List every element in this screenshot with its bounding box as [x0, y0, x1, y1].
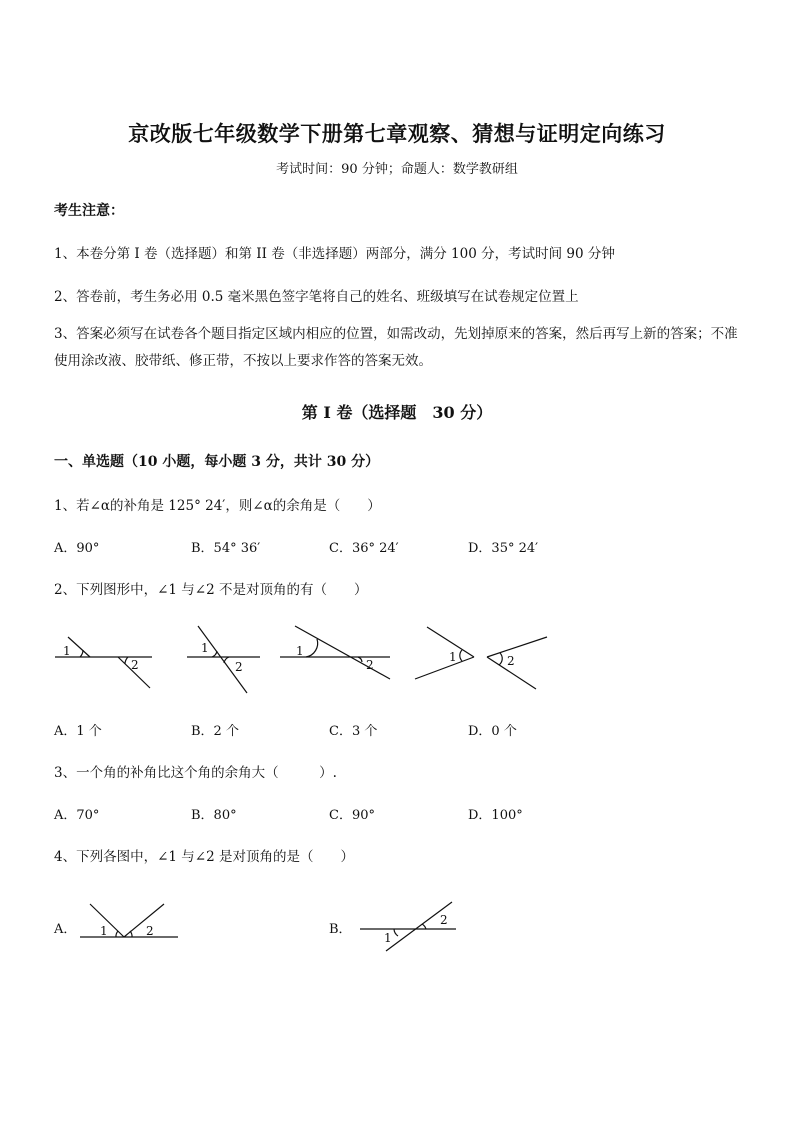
q2-fig3-label-1: 1	[296, 644, 304, 658]
q2-fig4-label-1: 1	[449, 650, 457, 664]
notice-item-1: 1、本卷分第 I 卷（选择题）和第 II 卷（非选择题）两部分，满分 100 分，考试时间 90 分钟	[54, 246, 615, 262]
part-title: 第 I 卷（选择题 30 分）	[301, 403, 493, 422]
q2-fig1-label-1: 1	[63, 644, 71, 658]
q2-fig2-angle2-arc	[224, 657, 229, 663]
q4-option-b[interactable]: B．	[329, 922, 352, 937]
q4a-angle1-arc	[116, 931, 118, 937]
q2-fig1-angle2-arc	[125, 657, 128, 664]
q4b-angle1-arc	[394, 929, 398, 936]
notice-item-3: 3、答案必须写在试卷各个题目指定区域内相应的位置，如需改动，先划掉原来的答案，然后再写上新的答案；不准使用涂改液、胶带纸、修正带，不按以上要求作答的答案无效。	[54, 326, 738, 369]
q2-fig3-label-2: 2	[366, 658, 374, 672]
q4a-angle2-arc	[130, 931, 132, 937]
q2-angle-figures	[40, 615, 560, 700]
q2-option-a[interactable]: A．1 个	[54, 724, 102, 739]
q4a-label-1: 1	[100, 924, 108, 938]
q4-figure-b	[356, 896, 466, 956]
q2-fig4-lower-ray	[415, 657, 474, 679]
q1-option-c[interactable]: C．36° 24′	[329, 541, 399, 556]
q3-option-b[interactable]: B．80°	[191, 808, 237, 823]
q1-option-d[interactable]: D．35° 24′	[468, 541, 539, 556]
q4b-label-1: 1	[384, 931, 392, 945]
q2-figure-3	[280, 626, 390, 679]
q2-fig4-label-2: 2	[507, 654, 515, 668]
q1-option-b[interactable]: B．54° 36′	[191, 541, 261, 556]
q2-fig1-angle1-arc	[80, 650, 83, 657]
q3-option-d[interactable]: D．100°	[468, 808, 523, 823]
q2-option-d[interactable]: D．0 个	[468, 724, 517, 739]
q2-fig4-angle2-arc	[499, 653, 502, 665]
q2-fig2-label-1: 1	[201, 641, 209, 655]
question-2-stem: 2、下列图形中，∠1 与∠2 不是对顶角的有（ ）	[54, 582, 368, 598]
question-4-stem: 4、下列各图中，∠1 与∠2 是对顶角的是（ ）	[54, 849, 354, 865]
q2-fig3-angle1-arc	[306, 639, 318, 657]
q2-fig1-upper-transversal	[68, 637, 90, 657]
q2-option-b[interactable]: B．2 个	[191, 724, 239, 739]
q4-option-a[interactable]: A．	[54, 922, 77, 937]
q3-option-c[interactable]: C．90°	[329, 808, 375, 823]
q2-figure-2	[187, 626, 260, 693]
q2-fig3-transversal	[295, 626, 390, 679]
q1-option-a[interactable]: A．90°	[54, 541, 100, 556]
q2-fig1-label-2: 2	[131, 658, 139, 672]
page-title: 京改版七年级数学下册第七章观察、猜想与证明定向练习	[128, 121, 666, 146]
notice-heading: 考生注意：	[54, 203, 124, 219]
exam-info: 考试时间：90 分钟；命题人：数学教研组	[276, 162, 518, 177]
q2-fig4-right-upper-ray	[487, 637, 547, 657]
q4b-label-2: 2	[440, 913, 448, 927]
q2-fig2-angle1-arc	[212, 651, 217, 657]
question-3-stem: 3、一个角的补角比这个角的余角大（ ）.	[54, 765, 337, 781]
q4b-angle2-arc	[422, 924, 426, 929]
notice-item-2: 2、答卷前，考生务必用 0.5 毫米黑色签字笔将自己的姓名、班级填写在试卷规定位置上	[54, 289, 579, 305]
question-1-stem: 1、若∠α的补角是 125° 24′，则∠α的余角是（ ）	[54, 498, 381, 514]
q2-fig4-angle1-arc	[460, 650, 462, 661]
q4a-right-ray	[124, 904, 164, 937]
q2-option-c[interactable]: C．3 个	[329, 724, 378, 739]
q2-figure-4	[415, 627, 547, 689]
q2-figure-1	[55, 637, 152, 688]
q3-option-a[interactable]: A．70°	[54, 808, 100, 823]
section-heading: 一、单选题（10 小题，每小题 3 分，共计 30 分）	[54, 454, 380, 470]
q4a-label-2: 2	[146, 924, 154, 938]
q2-fig2-label-2: 2	[235, 660, 243, 674]
q4-figure-a	[78, 898, 188, 948]
